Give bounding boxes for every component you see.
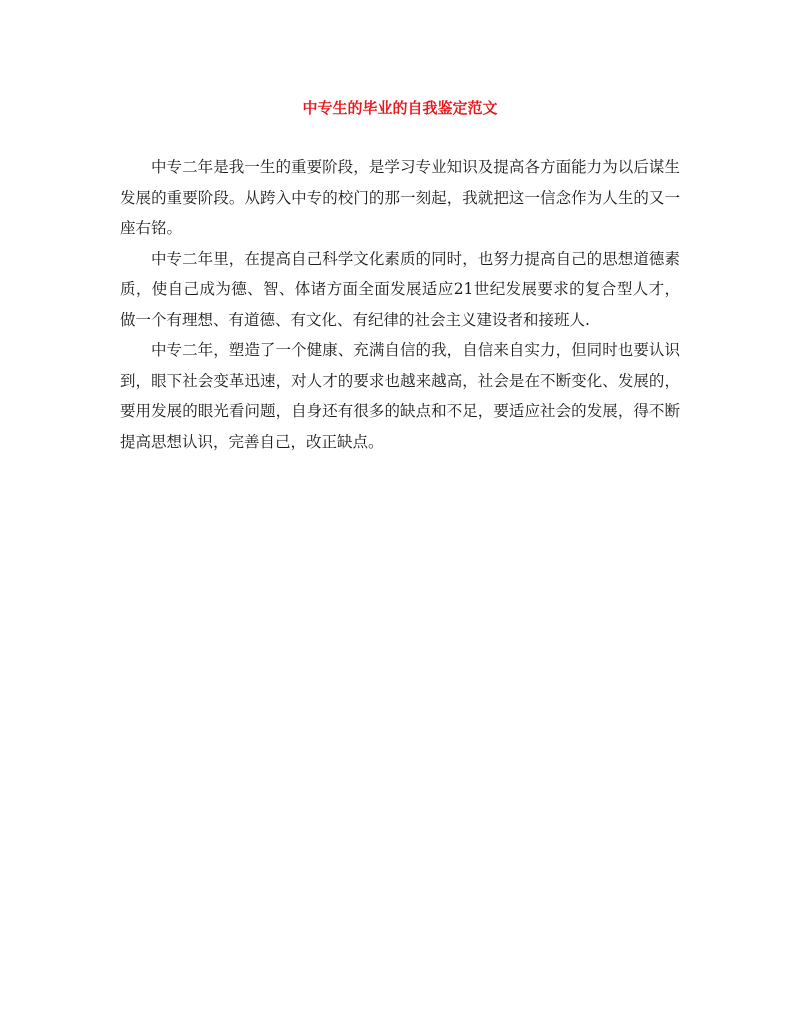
document-body [120, 152, 680, 457]
paragraph-2: 中专二年里，在提高自己科学文化素质的同时，也努力提高自己的思想道德素质，使自己成为德、智、体诸方面全面发展适应21世纪发展要求的复合型人才，做一个有理想、有道德、有文化、有纪律的社会主义建设者和接班人. [120, 249, 680, 329]
paragraph-1: 中专二年是我一生的重要阶段，是学习专业知识及提高各方面能力为以后谋生发展的重要阶段。从跨入中专的校门的那一刻起，我就把这一信念作为人生的又一座右铭。 [120, 158, 680, 237]
document-title: 中专生的毕业的自我鉴定范文 [302, 99, 498, 117]
paragraph-3: 中专二年，塑造了一个健康、充满自信的我，自信来自实力，但同时也要认识到，眼下社会变革迅速，对人才的要求也越来越高，社会是在不断变化、发展的，要用发展的眼光看问题，自身还有很多的缺点和不足，要适应社会的发展，得不断提高思想认识，完善自己，改正缺点。 [120, 341, 680, 451]
